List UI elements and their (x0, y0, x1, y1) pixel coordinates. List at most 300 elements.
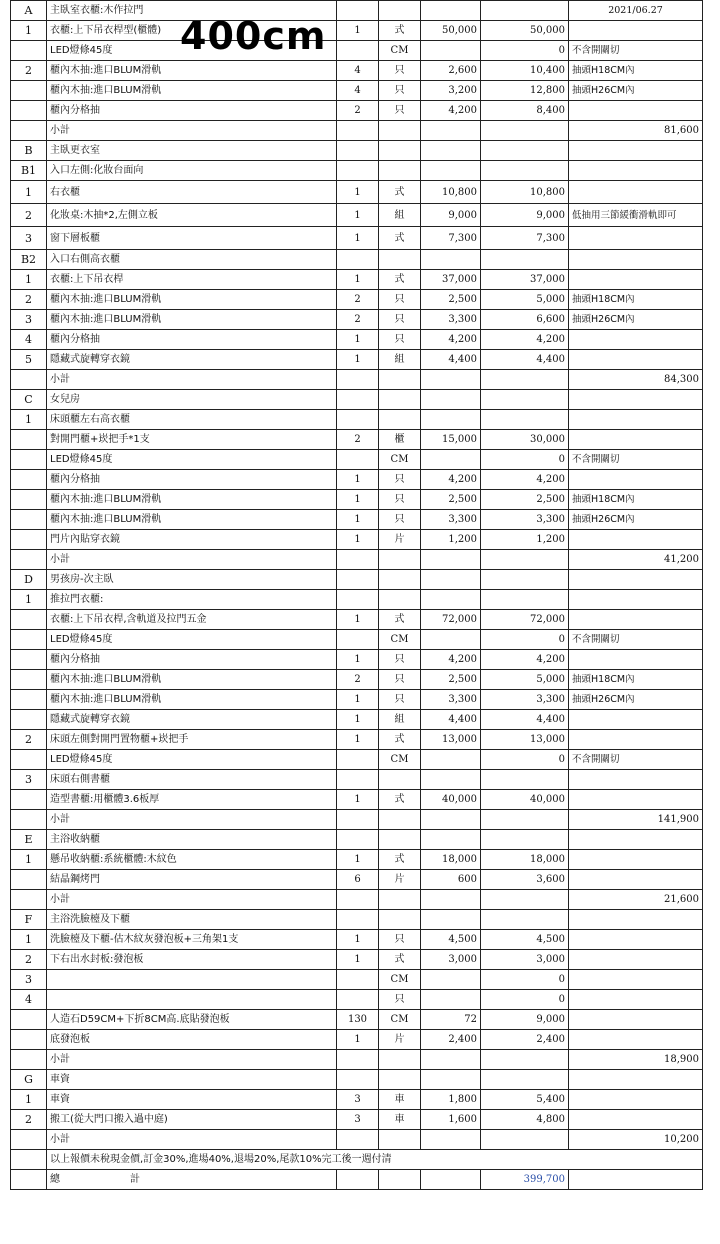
unit-price-cell (421, 970, 481, 990)
amount-cell: 50,000 (481, 21, 569, 41)
item-desc-cell: 化妝桌:木抽*2,左側立板 (47, 204, 337, 227)
item-no-cell (11, 470, 47, 490)
amount-cell: 4,800 (481, 1110, 569, 1130)
item-no-cell: 5 (11, 350, 47, 370)
table-row (11, 81, 703, 101)
item-desc-cell: 主浴洗臉檯及下櫃 (47, 910, 337, 930)
unit-cell (379, 410, 421, 430)
unit-cell: 片 (379, 1030, 421, 1050)
item-no-cell: 1 (11, 270, 47, 290)
unit-cell: CM (379, 970, 421, 990)
unit-cell: 式 (379, 850, 421, 870)
table-row (11, 1050, 703, 1070)
amount-cell: 3,300 (481, 690, 569, 710)
item-no-cell (11, 450, 47, 470)
amount-cell: 6,600 (481, 310, 569, 330)
qty-cell (337, 370, 379, 390)
table-row (11, 730, 703, 750)
table-row (11, 790, 703, 810)
remark-cell: 抽頭H26CM內 (569, 690, 703, 710)
qty-cell (337, 550, 379, 570)
remark-cell: 不含開關切 (569, 41, 703, 61)
item-desc-cell: LED燈條45度 (47, 41, 337, 61)
grand-total-label-left: 總 (50, 1174, 60, 1185)
unit-price-cell: 4,200 (421, 470, 481, 490)
item-desc-cell: 櫃內分格抽 (47, 101, 337, 121)
item-no-cell (11, 630, 47, 650)
unit-price-cell: 40,000 (421, 790, 481, 810)
qty-cell (337, 630, 379, 650)
amount-cell (481, 810, 569, 830)
qty-cell (337, 390, 379, 410)
amount-cell: 0 (481, 990, 569, 1010)
item-no-cell: A (11, 1, 47, 21)
item-no-cell (11, 810, 47, 830)
unit-price-cell: 18,000 (421, 850, 481, 870)
unit-cell (379, 250, 421, 270)
table-row (11, 101, 703, 121)
remark-cell (569, 910, 703, 930)
amount-cell (481, 890, 569, 910)
item-desc-cell: 結晶鋼烤門 (47, 870, 337, 890)
unit-cell: 只 (379, 670, 421, 690)
remark-cell (569, 410, 703, 430)
qty-cell: 1 (337, 610, 379, 630)
unit-cell: 式 (379, 21, 421, 41)
remark-cell: 81,600 (569, 121, 703, 141)
table-row (11, 1090, 703, 1110)
table-row (11, 530, 703, 550)
empty-cell (421, 1170, 481, 1190)
remark-cell: 2021/06.27 (569, 1, 703, 21)
remark-cell: 不含開關切 (569, 450, 703, 470)
unit-price-cell: 3,000 (421, 950, 481, 970)
amount-cell (481, 910, 569, 930)
item-desc-cell: 小計 (47, 1130, 337, 1150)
table-row (11, 430, 703, 450)
table-row (11, 710, 703, 730)
item-no-cell: E (11, 830, 47, 850)
amount-cell (481, 550, 569, 570)
item-no-cell: 3 (11, 970, 47, 990)
item-no-cell: 3 (11, 770, 47, 790)
table-row (11, 810, 703, 830)
remark-cell (569, 530, 703, 550)
table-row (11, 890, 703, 910)
item-desc-cell: 櫃內木抽:進口BLUM滑軌 (47, 690, 337, 710)
table-row (11, 370, 703, 390)
qty-cell: 1 (337, 21, 379, 41)
remark-cell (569, 850, 703, 870)
amount-cell: 0 (481, 970, 569, 990)
unit-price-cell (421, 890, 481, 910)
qty-cell (337, 1050, 379, 1070)
table-row (11, 630, 703, 650)
item-no-cell (11, 690, 47, 710)
remark-cell (569, 930, 703, 950)
table-row (11, 204, 703, 227)
qty-cell (337, 830, 379, 850)
remark-cell: 84,300 (569, 370, 703, 390)
amount-cell (481, 1130, 569, 1150)
amount-cell: 4,400 (481, 710, 569, 730)
unit-cell (379, 830, 421, 850)
unit-cell: 只 (379, 930, 421, 950)
amount-cell: 12,800 (481, 81, 569, 101)
table-row (11, 590, 703, 610)
qty-cell (337, 970, 379, 990)
remark-cell: 不含開關切 (569, 630, 703, 650)
remark-cell (569, 610, 703, 630)
remark-cell (569, 101, 703, 121)
item-desc-cell: 推拉門衣櫃: (47, 590, 337, 610)
unit-cell: 車 (379, 1110, 421, 1130)
table-row (11, 250, 703, 270)
amount-cell: 8,400 (481, 101, 569, 121)
qty-cell: 3 (337, 1110, 379, 1130)
unit-cell (379, 910, 421, 930)
unit-price-cell (421, 250, 481, 270)
unit-cell: 式 (379, 227, 421, 250)
item-desc-cell: 主臥更衣室 (47, 141, 337, 161)
item-no-cell (11, 1030, 47, 1050)
unit-cell (379, 370, 421, 390)
table-row (11, 550, 703, 570)
unit-price-cell: 3,300 (421, 690, 481, 710)
amount-cell: 72,000 (481, 610, 569, 630)
unit-cell: CM (379, 750, 421, 770)
qty-cell: 1 (337, 730, 379, 750)
amount-cell (481, 250, 569, 270)
table-row (11, 930, 703, 950)
item-no-cell: 2 (11, 204, 47, 227)
qty-cell: 2 (337, 101, 379, 121)
qty-cell: 1 (337, 950, 379, 970)
unit-cell (379, 1070, 421, 1090)
table-row (11, 470, 703, 490)
remark-cell: 抽頭H26CM內 (569, 510, 703, 530)
unit-cell: 只 (379, 510, 421, 530)
remark-cell (569, 250, 703, 270)
amount-cell (481, 830, 569, 850)
amount-cell: 4,200 (481, 470, 569, 490)
remark-cell: 21,600 (569, 890, 703, 910)
unit-price-cell: 13,000 (421, 730, 481, 750)
item-no-cell: 1 (11, 1090, 47, 1110)
amount-cell: 4,200 (481, 330, 569, 350)
amount-cell (481, 1070, 569, 1090)
unit-price-cell (421, 810, 481, 830)
unit-price-cell (421, 410, 481, 430)
amount-cell: 9,000 (481, 204, 569, 227)
qty-cell: 1 (337, 530, 379, 550)
item-desc-cell: 以上報價未稅現金價,訂金30%,進場40%,退場20%,尾款10%完工後一週付清 (47, 1150, 703, 1170)
qty-cell: 1 (337, 710, 379, 730)
remark-cell (569, 1010, 703, 1030)
overlay-annotation: 400cm (180, 14, 327, 58)
table-row (11, 610, 703, 630)
unit-price-cell (421, 1130, 481, 1150)
table-row (11, 970, 703, 990)
amount-cell: 4,500 (481, 930, 569, 950)
item-desc-cell: 窗下層板櫃 (47, 227, 337, 250)
qty-cell: 1 (337, 690, 379, 710)
unit-cell: 只 (379, 650, 421, 670)
qty-cell: 2 (337, 670, 379, 690)
unit-cell (379, 890, 421, 910)
table-row (11, 850, 703, 870)
remark-cell (569, 1070, 703, 1090)
remark-cell (569, 830, 703, 850)
table-row (11, 1010, 703, 1030)
qty-cell (337, 1070, 379, 1090)
unit-cell: 組 (379, 350, 421, 370)
table-row (11, 227, 703, 250)
amount-cell (481, 370, 569, 390)
unit-cell: 組 (379, 204, 421, 227)
item-desc-cell: 洗臉檯及下櫃-估木紋灰發泡板+三角架1支 (47, 930, 337, 950)
unit-price-cell (421, 910, 481, 930)
item-no-cell: F (11, 910, 47, 930)
qty-cell: 2 (337, 290, 379, 310)
unit-price-cell: 3,300 (421, 310, 481, 330)
qty-cell (337, 570, 379, 590)
unit-price-cell: 4,400 (421, 710, 481, 730)
item-desc-cell: 櫃內分格抽 (47, 650, 337, 670)
unit-price-cell: 1,600 (421, 1110, 481, 1130)
amount-cell: 5,400 (481, 1090, 569, 1110)
unit-price-cell: 15,000 (421, 430, 481, 450)
item-desc-cell: 櫃內木抽:進口BLUM滑軌 (47, 290, 337, 310)
item-no-cell: 1 (11, 850, 47, 870)
qty-cell (337, 770, 379, 790)
unit-cell (379, 161, 421, 181)
unit-price-cell: 72,000 (421, 610, 481, 630)
remark-cell (569, 181, 703, 204)
amount-cell (481, 590, 569, 610)
empty-cell (337, 1170, 379, 1190)
qty-cell (337, 41, 379, 61)
item-desc-cell: 小計 (47, 890, 337, 910)
amount-cell (481, 770, 569, 790)
unit-price-cell (421, 830, 481, 850)
item-no-cell (11, 430, 47, 450)
table-row (11, 141, 703, 161)
item-desc-cell: 小計 (47, 810, 337, 830)
item-desc-cell: 懸吊收納櫃:系統櫃體:木紋色 (47, 850, 337, 870)
item-no-cell: B1 (11, 161, 47, 181)
unit-cell: CM (379, 450, 421, 470)
table-row (11, 750, 703, 770)
amount-cell (481, 410, 569, 430)
grand-total-label (47, 1170, 337, 1190)
item-desc-cell: 衣櫃:上下吊衣桿 (47, 270, 337, 290)
qty-cell: 2 (337, 430, 379, 450)
table-row (11, 390, 703, 410)
item-desc-cell: 門片內貼穿衣鏡 (47, 530, 337, 550)
qty-cell: 1 (337, 930, 379, 950)
qty-cell: 1 (337, 650, 379, 670)
table-row (11, 1, 703, 21)
remark-cell (569, 970, 703, 990)
remark-cell (569, 430, 703, 450)
table-row (11, 670, 703, 690)
remark-cell (569, 790, 703, 810)
amount-cell: 37,000 (481, 270, 569, 290)
unit-price-cell: 1,200 (421, 530, 481, 550)
remark-cell: 抽頭H18CM內 (569, 290, 703, 310)
grand-total-label-right: 計 (130, 1174, 140, 1185)
unit-price-cell (421, 570, 481, 590)
unit-cell: 只 (379, 101, 421, 121)
amount-cell: 18,000 (481, 850, 569, 870)
remark-cell: 抽頭H26CM內 (569, 310, 703, 330)
remark-cell (569, 470, 703, 490)
unit-cell: 只 (379, 61, 421, 81)
amount-cell (481, 1050, 569, 1070)
item-desc-cell: 櫃內木抽:進口BLUM滑軌 (47, 81, 337, 101)
unit-cell: 只 (379, 330, 421, 350)
unit-price-cell (421, 141, 481, 161)
table-row (11, 510, 703, 530)
unit-cell: 只 (379, 470, 421, 490)
item-desc-cell: 櫃內木抽:進口BLUM滑軌 (47, 490, 337, 510)
remark-cell: 41,200 (569, 550, 703, 570)
unit-price-cell (421, 750, 481, 770)
remark-cell (569, 990, 703, 1010)
unit-price-cell: 37,000 (421, 270, 481, 290)
qty-cell: 3 (337, 1090, 379, 1110)
item-desc-cell: 衣櫃:上下吊衣桿型(櫃體) (47, 21, 337, 41)
table-row (11, 350, 703, 370)
item-desc-cell: 櫃內分格抽 (47, 330, 337, 350)
unit-cell (379, 1050, 421, 1070)
qty-cell (337, 910, 379, 930)
unit-price-cell: 2,400 (421, 1030, 481, 1050)
unit-cell: 只 (379, 990, 421, 1010)
item-no-cell (11, 41, 47, 61)
table-row (11, 1070, 703, 1090)
unit-price-cell (421, 390, 481, 410)
remark-cell: 141,900 (569, 810, 703, 830)
qty-cell: 1 (337, 510, 379, 530)
item-desc-cell: LED燈條45度 (47, 450, 337, 470)
qty-cell: 1 (337, 227, 379, 250)
item-desc-cell: 下右出水封板:發泡板 (47, 950, 337, 970)
qty-cell: 1 (337, 850, 379, 870)
remark-cell: 抽頭H18CM內 (569, 670, 703, 690)
item-no-cell (11, 530, 47, 550)
amount-cell: 40,000 (481, 790, 569, 810)
unit-cell (379, 121, 421, 141)
amount-cell: 0 (481, 450, 569, 470)
remark-cell (569, 590, 703, 610)
unit-cell (379, 590, 421, 610)
item-no-cell (11, 750, 47, 770)
unit-price-cell: 4,200 (421, 101, 481, 121)
unit-cell: CM (379, 1010, 421, 1030)
table-row (11, 410, 703, 430)
item-desc-cell: 隱藏式旋轉穿衣鏡 (47, 350, 337, 370)
item-desc-cell (47, 990, 337, 1010)
amount-cell: 4,400 (481, 350, 569, 370)
unit-cell (379, 550, 421, 570)
unit-cell: 片 (379, 870, 421, 890)
amount-cell: 30,000 (481, 430, 569, 450)
item-no-cell (11, 121, 47, 141)
empty-cell (11, 1170, 47, 1190)
unit-price-cell (421, 550, 481, 570)
qty-cell (337, 1, 379, 21)
remark-cell (569, 1110, 703, 1130)
item-no-cell: 3 (11, 227, 47, 250)
item-desc-cell: 櫃內木抽:進口BLUM滑軌 (47, 670, 337, 690)
qty-cell: 1 (337, 204, 379, 227)
qty-cell (337, 1130, 379, 1150)
amount-cell: 4,200 (481, 650, 569, 670)
item-desc-cell: 入口右側高衣櫃 (47, 250, 337, 270)
item-desc-cell: 造型書櫃:用櫃體3.6板厚 (47, 790, 337, 810)
unit-cell: 車 (379, 1090, 421, 1110)
qty-cell: 4 (337, 81, 379, 101)
amount-cell (481, 1, 569, 21)
remark-cell: 抽頭H18CM內 (569, 61, 703, 81)
item-no-cell: 4 (11, 330, 47, 350)
amount-cell: 10,400 (481, 61, 569, 81)
qty-cell (337, 161, 379, 181)
table-row (11, 21, 703, 41)
unit-price-cell (421, 450, 481, 470)
item-desc-cell (47, 970, 337, 990)
table-row (11, 490, 703, 510)
unit-cell: 式 (379, 181, 421, 204)
item-desc-cell: 床頭櫃左右高衣櫃 (47, 410, 337, 430)
remark-cell: 18,900 (569, 1050, 703, 1070)
unit-price-cell: 50,000 (421, 21, 481, 41)
table-row (11, 270, 703, 290)
remark-cell (569, 141, 703, 161)
item-desc-cell: 車資 (47, 1070, 337, 1090)
qty-cell: 1 (337, 270, 379, 290)
item-no-cell: G (11, 1070, 47, 1090)
item-desc-cell: LED燈條45度 (47, 630, 337, 650)
unit-price-cell: 2,500 (421, 670, 481, 690)
item-desc-cell: 人造石D59CM+下折8CM高.底貼發泡板 (47, 1010, 337, 1030)
item-no-cell (11, 650, 47, 670)
remark-cell (569, 350, 703, 370)
item-desc-cell: 主浴收納櫃 (47, 830, 337, 850)
item-no-cell (11, 370, 47, 390)
item-no-cell (11, 490, 47, 510)
qty-cell: 1 (337, 490, 379, 510)
item-no-cell: 2 (11, 290, 47, 310)
amount-cell (481, 121, 569, 141)
unit-price-cell: 4,200 (421, 330, 481, 350)
unit-price-cell: 4,200 (421, 650, 481, 670)
item-no-cell: 1 (11, 181, 47, 204)
remark-cell (569, 650, 703, 670)
remark-cell: 10,200 (569, 1130, 703, 1150)
amount-cell (481, 570, 569, 590)
item-desc-cell: 櫃內木抽:進口BLUM滑軌 (47, 61, 337, 81)
amount-cell: 0 (481, 41, 569, 61)
grand-total-value: 399,700 (481, 1170, 569, 1190)
amount-cell: 5,000 (481, 290, 569, 310)
item-desc-cell: 小計 (47, 550, 337, 570)
qty-cell (337, 250, 379, 270)
item-desc-cell: 床頭右側書櫃 (47, 770, 337, 790)
item-no-cell (11, 81, 47, 101)
